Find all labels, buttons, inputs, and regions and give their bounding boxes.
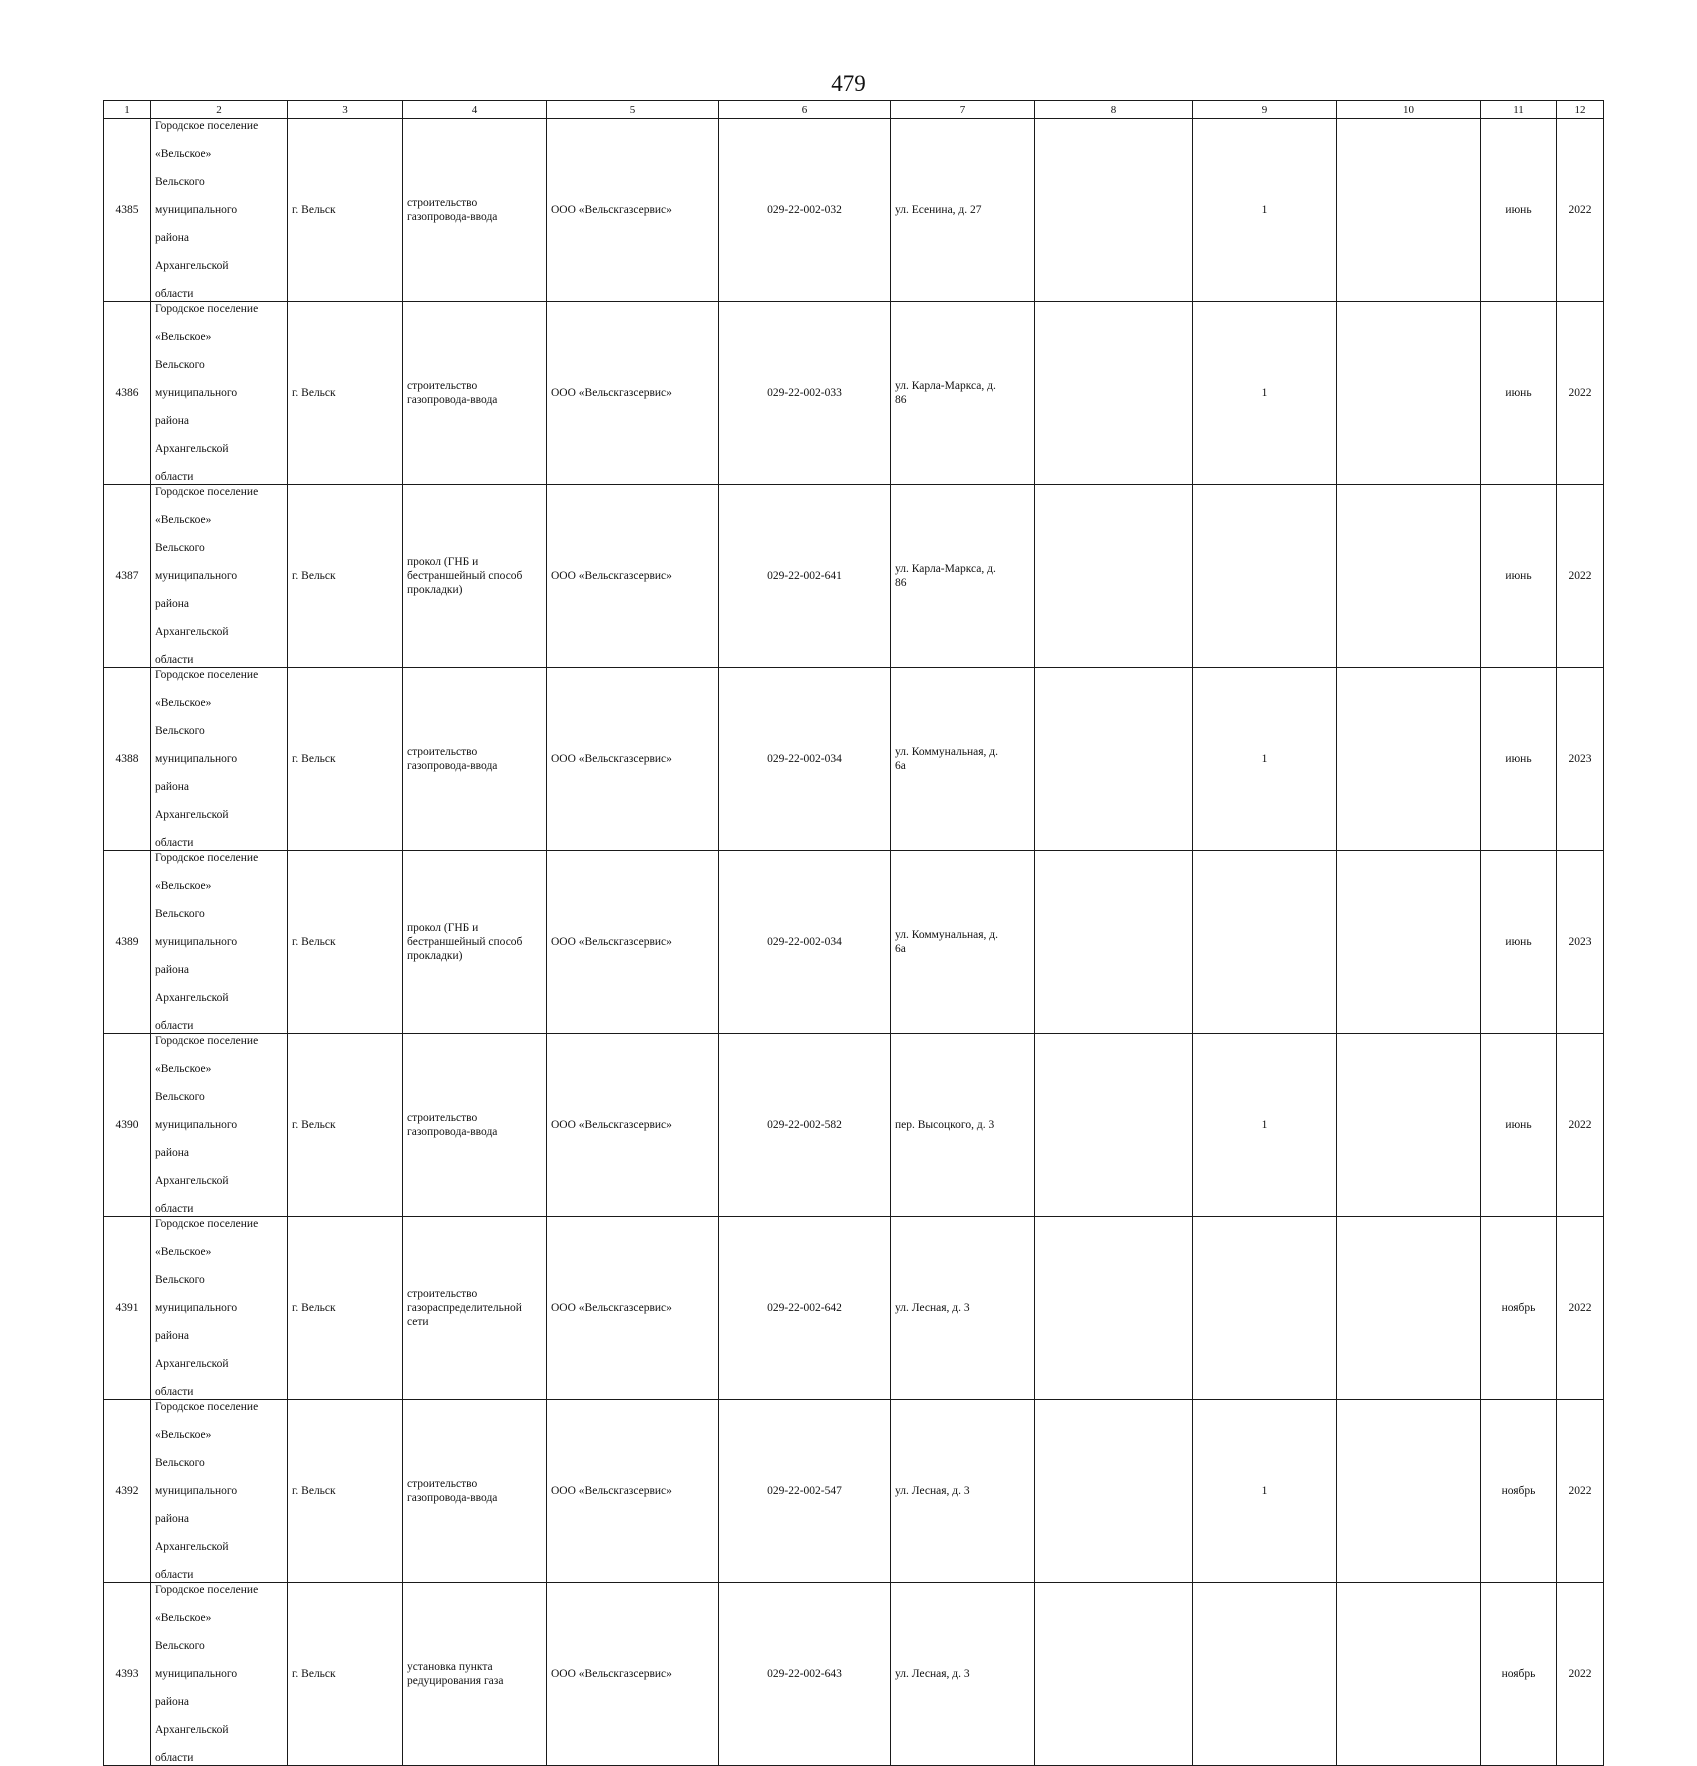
work-type-cell xyxy=(403,485,547,668)
year-cell: 2022 xyxy=(1557,485,1604,668)
row-number-cell: 4393 xyxy=(104,1583,151,1766)
locality-cell: г. Вельск xyxy=(288,485,403,668)
table-row xyxy=(104,1400,1604,1583)
settlement-cell-line: Городское поселение xyxy=(155,1401,259,1413)
table-row xyxy=(104,1583,1604,1766)
work-type-cell-line: бестраншейный способ xyxy=(407,570,523,582)
settlement-cell-line: Архангельской xyxy=(155,809,229,821)
month-cell: июнь xyxy=(1481,1034,1557,1217)
organization-cell: ООО «Вельскгазсервис» xyxy=(547,485,719,668)
column-8-cell xyxy=(1035,1217,1193,1400)
address-cell-line: ул. Коммунальная, д. xyxy=(895,746,999,758)
settlement-cell-line: Городское поселение xyxy=(155,852,259,864)
work-type-cell xyxy=(403,851,547,1034)
year-cell: 2023 xyxy=(1557,668,1604,851)
organization-cell: ООО «Вельскгазсервис» xyxy=(547,668,719,851)
settlement-cell-line: Городское поселение xyxy=(155,1584,259,1596)
column-header: 6 xyxy=(719,101,891,119)
column-9-cell xyxy=(1193,851,1337,1034)
settlement-cell-line: Вельского xyxy=(155,176,205,188)
settlement-cell-line: района xyxy=(155,1330,190,1342)
row-number-cell: 4388 xyxy=(104,668,151,851)
address-cell-line: ул. Лесная, д. 3 xyxy=(895,1302,970,1314)
address-cell xyxy=(891,668,1035,851)
object-code-cell: 029-22-002-582 xyxy=(719,1034,891,1217)
register-table xyxy=(103,100,1604,1766)
work-type-cell-line: строительство xyxy=(407,380,478,392)
work-type-cell-line: газопровода-ввода xyxy=(407,1126,498,1138)
organization-cell: ООО «Вельскгазсервис» xyxy=(547,1400,719,1583)
settlement-cell-line: Архангельской xyxy=(155,992,229,1004)
month-cell: июнь xyxy=(1481,119,1557,302)
work-type-cell-line: строительство xyxy=(407,1478,478,1490)
column-8-cell xyxy=(1035,851,1193,1034)
work-type-cell xyxy=(403,1217,547,1400)
column-8-cell xyxy=(1035,1583,1193,1766)
column-9-cell xyxy=(1193,1583,1337,1766)
settlement-cell-line: муниципального xyxy=(155,387,238,399)
settlement-cell-line: Городское поселение xyxy=(155,120,259,132)
settlement-cell-line: Архангельской xyxy=(155,1541,229,1553)
column-header: 1 xyxy=(104,101,151,119)
row-number-cell: 4391 xyxy=(104,1217,151,1400)
work-type-cell-line: газораспределительной xyxy=(407,1302,522,1314)
page-number: 479 xyxy=(831,71,866,96)
year-cell: 2022 xyxy=(1557,119,1604,302)
object-code-cell: 029-22-002-643 xyxy=(719,1583,891,1766)
address-cell xyxy=(891,302,1035,485)
settlement-cell-line: Вельского xyxy=(155,1457,205,1469)
column-9-cell: 1 xyxy=(1193,119,1337,302)
settlement-cell xyxy=(151,1217,288,1400)
column-8-cell xyxy=(1035,119,1193,302)
settlement-cell-line: Вельского xyxy=(155,1274,205,1286)
work-type-cell-line: газопровода-ввода xyxy=(407,394,498,406)
column-10-cell xyxy=(1337,119,1481,302)
settlement-cell xyxy=(151,302,288,485)
column-10-cell xyxy=(1337,302,1481,485)
settlement-cell-line: области xyxy=(155,471,194,483)
locality-cell: г. Вельск xyxy=(288,668,403,851)
address-cell-line: ул. Карла-Маркса, д. xyxy=(895,380,996,392)
table-row xyxy=(104,485,1604,668)
work-type-cell-line: прокол (ГНБ и xyxy=(407,556,479,568)
month-cell: ноябрь xyxy=(1481,1400,1557,1583)
settlement-cell-line: «Вельское» xyxy=(155,331,212,343)
work-type-cell xyxy=(403,1583,547,1766)
settlement-cell-line: муниципального xyxy=(155,1485,238,1497)
address-cell-line: 6а xyxy=(895,760,906,772)
settlement-cell-line: «Вельское» xyxy=(155,697,212,709)
address-cell xyxy=(891,485,1035,668)
column-header: 3 xyxy=(288,101,403,119)
address-cell-line: 86 xyxy=(895,394,907,406)
settlement-cell-line: Архангельской xyxy=(155,443,229,455)
year-cell: 2022 xyxy=(1557,302,1604,485)
settlement-cell-line: района xyxy=(155,964,190,976)
year-cell: 2022 xyxy=(1557,1034,1604,1217)
locality-cell: г. Вельск xyxy=(288,1400,403,1583)
object-code-cell: 029-22-002-033 xyxy=(719,302,891,485)
settlement-cell-line: Городское поселение xyxy=(155,669,259,681)
column-header: 12 xyxy=(1557,101,1604,119)
object-code-cell: 029-22-002-641 xyxy=(719,485,891,668)
row-number-cell: 4385 xyxy=(104,119,151,302)
settlement-cell-line: Городское поселение xyxy=(155,486,259,498)
work-type-cell xyxy=(403,119,547,302)
settlement-cell xyxy=(151,668,288,851)
settlement-cell-line: Городское поселение xyxy=(155,303,259,315)
table-row xyxy=(104,1034,1604,1217)
settlement-cell-line: Городское поселение xyxy=(155,1035,259,1047)
settlement-cell-line: района xyxy=(155,1147,190,1159)
settlement-cell-line: Архангельской xyxy=(155,1358,229,1370)
column-9-cell xyxy=(1193,1217,1337,1400)
settlement-cell-line: района xyxy=(155,1696,190,1708)
work-type-cell-line: строительство xyxy=(407,746,478,758)
column-header: 9 xyxy=(1193,101,1337,119)
month-cell: июнь xyxy=(1481,485,1557,668)
table-row xyxy=(104,119,1604,302)
settlement-cell-line: района xyxy=(155,232,190,244)
row-number-cell: 4387 xyxy=(104,485,151,668)
settlement-cell-line: муниципального xyxy=(155,570,238,582)
address-cell-line: ул. Есенина, д. 27 xyxy=(895,204,982,216)
organization-cell: ООО «Вельскгазсервис» xyxy=(547,119,719,302)
year-cell: 2022 xyxy=(1557,1400,1604,1583)
settlement-cell-line: «Вельское» xyxy=(155,1429,212,1441)
column-9-cell: 1 xyxy=(1193,302,1337,485)
organization-cell: ООО «Вельскгазсервис» xyxy=(547,851,719,1034)
address-cell-line: 6а xyxy=(895,943,906,955)
settlement-cell-line: области xyxy=(155,1386,194,1398)
object-code-cell: 029-22-002-642 xyxy=(719,1217,891,1400)
work-type-cell-line: бестраншейный способ xyxy=(407,936,523,948)
column-8-cell xyxy=(1035,302,1193,485)
table-row xyxy=(104,302,1604,485)
column-8-cell xyxy=(1035,485,1193,668)
address-cell-line: ул. Лесная, д. 3 xyxy=(895,1485,970,1497)
address-cell xyxy=(891,851,1035,1034)
work-type-cell-line: сети xyxy=(407,1316,429,1328)
settlement-cell-line: области xyxy=(155,1020,194,1032)
settlement-cell-line: района xyxy=(155,1513,190,1525)
settlement-cell-line: области xyxy=(155,1569,194,1581)
column-8-cell xyxy=(1035,1034,1193,1217)
month-cell: ноябрь xyxy=(1481,1583,1557,1766)
organization-cell: ООО «Вельскгазсервис» xyxy=(547,1034,719,1217)
row-number-cell: 4392 xyxy=(104,1400,151,1583)
settlement-cell-line: муниципального xyxy=(155,204,238,216)
work-type-cell xyxy=(403,1034,547,1217)
year-cell: 2022 xyxy=(1557,1217,1604,1400)
address-cell-line: ул. Коммунальная, д. xyxy=(895,929,999,941)
work-type-cell xyxy=(403,1400,547,1583)
object-code-cell: 029-22-002-034 xyxy=(719,668,891,851)
settlement-cell-line: области xyxy=(155,837,194,849)
settlement-cell xyxy=(151,1583,288,1766)
settlement-cell-line: муниципального xyxy=(155,1668,238,1680)
settlement-cell-line: «Вельское» xyxy=(155,880,212,892)
month-cell: июнь xyxy=(1481,668,1557,851)
address-cell-line: 86 xyxy=(895,577,907,589)
address-cell xyxy=(891,1034,1035,1217)
work-type-cell-line: редуцирования газа xyxy=(407,1675,504,1687)
work-type-cell xyxy=(403,302,547,485)
settlement-cell-line: области xyxy=(155,654,194,666)
settlement-cell-line: муниципального xyxy=(155,1302,238,1314)
settlement-cell xyxy=(151,1034,288,1217)
settlement-cell-line: Городское поселение xyxy=(155,1218,259,1230)
address-cell-line: пер. Высоцкого, д. 3 xyxy=(895,1119,995,1131)
settlement-cell-line: Вельского xyxy=(155,908,205,920)
column-8-cell xyxy=(1035,1400,1193,1583)
locality-cell: г. Вельск xyxy=(288,1034,403,1217)
column-header: 10 xyxy=(1337,101,1481,119)
settlement-cell-line: области xyxy=(155,1752,194,1764)
settlement-cell-line: Вельского xyxy=(155,1640,205,1652)
address-cell xyxy=(891,1400,1035,1583)
settlement-cell-line: района xyxy=(155,781,190,793)
locality-cell: г. Вельск xyxy=(288,302,403,485)
settlement-cell-line: района xyxy=(155,598,190,610)
row-number-cell: 4390 xyxy=(104,1034,151,1217)
settlement-cell-line: Вельского xyxy=(155,1091,205,1103)
settlement-cell-line: района xyxy=(155,415,190,427)
year-cell: 2022 xyxy=(1557,1583,1604,1766)
column-10-cell xyxy=(1337,851,1481,1034)
settlement-cell xyxy=(151,485,288,668)
column-10-cell xyxy=(1337,485,1481,668)
organization-cell: ООО «Вельскгазсервис» xyxy=(547,302,719,485)
settlement-cell-line: «Вельское» xyxy=(155,1612,212,1624)
column-10-cell xyxy=(1337,1400,1481,1583)
settlement-cell-line: Вельского xyxy=(155,359,205,371)
column-header: 11 xyxy=(1481,101,1557,119)
work-type-cell-line: газопровода-ввода xyxy=(407,760,498,772)
work-type-cell xyxy=(403,668,547,851)
settlement-cell-line: области xyxy=(155,288,194,300)
locality-cell: г. Вельск xyxy=(288,1217,403,1400)
column-9-cell: 1 xyxy=(1193,1400,1337,1583)
column-number-row xyxy=(104,101,1604,119)
register-body xyxy=(104,119,1604,1766)
table-row xyxy=(104,668,1604,851)
column-9-cell xyxy=(1193,485,1337,668)
settlement-cell-line: муниципального xyxy=(155,1119,238,1131)
settlement-cell-line: «Вельское» xyxy=(155,148,212,160)
column-10-cell xyxy=(1337,1583,1481,1766)
locality-cell: г. Вельск xyxy=(288,119,403,302)
address-cell-line: ул. Карла-Маркса, д. xyxy=(895,563,996,575)
column-header: 4 xyxy=(403,101,547,119)
organization-cell: ООО «Вельскгазсервис» xyxy=(547,1217,719,1400)
column-header: 2 xyxy=(151,101,288,119)
settlement-cell-line: Вельского xyxy=(155,725,205,737)
work-type-cell-line: строительство xyxy=(407,1288,478,1300)
year-cell: 2023 xyxy=(1557,851,1604,1034)
settlement-cell-line: Вельского xyxy=(155,542,205,554)
address-cell xyxy=(891,1217,1035,1400)
month-cell: ноябрь xyxy=(1481,1217,1557,1400)
address-cell-line: ул. Лесная, д. 3 xyxy=(895,1668,970,1680)
column-9-cell: 1 xyxy=(1193,668,1337,851)
row-number-cell: 4386 xyxy=(104,302,151,485)
object-code-cell: 029-22-002-034 xyxy=(719,851,891,1034)
table-row xyxy=(104,851,1604,1034)
month-cell: июнь xyxy=(1481,302,1557,485)
locality-cell: г. Вельск xyxy=(288,1583,403,1766)
work-type-cell-line: прокладки) xyxy=(407,950,463,962)
column-header: 7 xyxy=(891,101,1035,119)
month-cell: июнь xyxy=(1481,851,1557,1034)
column-10-cell xyxy=(1337,1034,1481,1217)
work-type-cell-line: прокладки) xyxy=(407,584,463,596)
object-code-cell: 029-22-002-547 xyxy=(719,1400,891,1583)
work-type-cell-line: строительство xyxy=(407,1112,478,1124)
work-type-cell-line: прокол (ГНБ и xyxy=(407,922,479,934)
column-8-cell xyxy=(1035,668,1193,851)
work-type-cell-line: газопровода-ввода xyxy=(407,1492,498,1504)
column-10-cell xyxy=(1337,1217,1481,1400)
settlement-cell-line: Архангельской xyxy=(155,626,229,638)
row-number-cell: 4389 xyxy=(104,851,151,1034)
settlement-cell-line: области xyxy=(155,1203,194,1215)
work-type-cell-line: строительство xyxy=(407,197,478,209)
settlement-cell-line: «Вельское» xyxy=(155,1246,212,1258)
locality-cell: г. Вельск xyxy=(288,851,403,1034)
table-row xyxy=(104,1217,1604,1400)
settlement-cell xyxy=(151,119,288,302)
work-type-cell-line: установка пункта xyxy=(407,1661,493,1673)
settlement-cell-line: «Вельское» xyxy=(155,514,212,526)
settlement-cell-line: Архангельской xyxy=(155,260,229,272)
column-10-cell xyxy=(1337,668,1481,851)
object-code-cell: 029-22-002-032 xyxy=(719,119,891,302)
settlement-cell xyxy=(151,851,288,1034)
settlement-cell-line: муниципального xyxy=(155,753,238,765)
settlement-cell xyxy=(151,1400,288,1583)
settlement-cell-line: муниципального xyxy=(155,936,238,948)
work-type-cell-line: газопровода-ввода xyxy=(407,211,498,223)
settlement-cell-line: Архангельской xyxy=(155,1175,229,1187)
column-header: 5 xyxy=(547,101,719,119)
organization-cell: ООО «Вельскгазсервис» xyxy=(547,1583,719,1766)
address-cell xyxy=(891,119,1035,302)
settlement-cell-line: Архангельской xyxy=(155,1724,229,1736)
address-cell xyxy=(891,1583,1035,1766)
settlement-cell-line: «Вельское» xyxy=(155,1063,212,1075)
column-9-cell: 1 xyxy=(1193,1034,1337,1217)
column-header: 8 xyxy=(1035,101,1193,119)
